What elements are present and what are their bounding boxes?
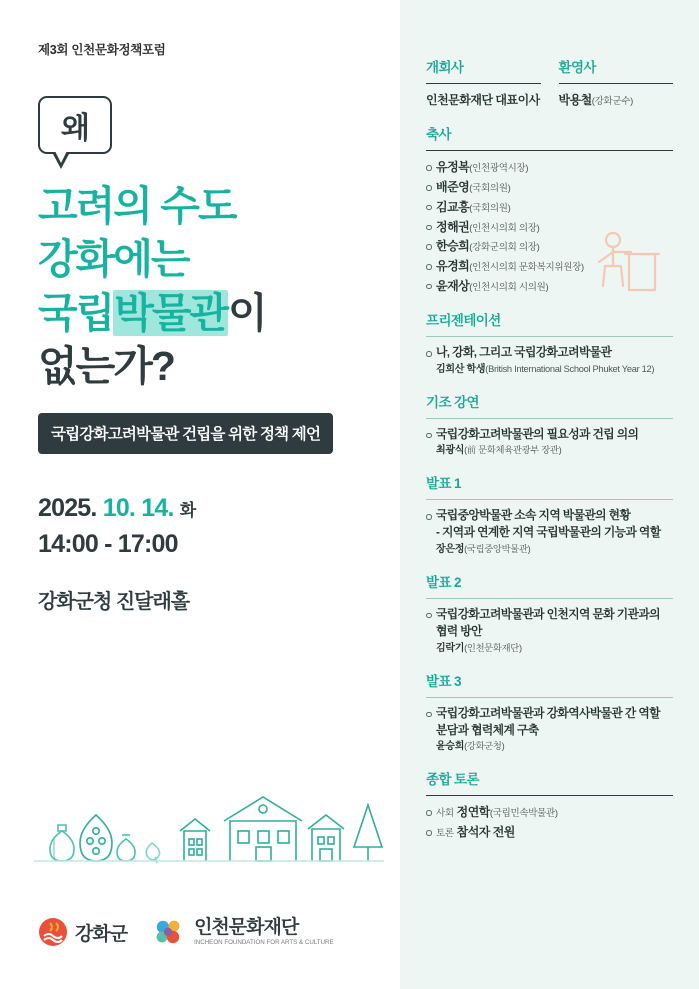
opening-welcome-row <box>426 56 673 109</box>
congrats-name: 유정복 <box>436 160 470 175</box>
divider <box>426 83 541 84</box>
headline-line-3-b: 박물관 <box>114 289 228 336</box>
list-item <box>426 507 673 541</box>
presentation-heading: 프리젠테이션 <box>426 313 501 328</box>
divider <box>426 697 673 698</box>
session3-block <box>426 670 673 755</box>
session1-speaker: 장은정 <box>436 543 465 555</box>
session3-title-line1: 국립강화고려박물관과 강화역사박물관 간 역할 <box>436 705 660 720</box>
list-item <box>426 277 673 295</box>
list-item <box>426 178 673 196</box>
session1-title-line2: - 지역과 연계한 지역 국립박물관의 기능과 역할 <box>436 525 661 540</box>
list-item: 나, 강화, 그리고 국립강화고려박물관 <box>426 344 673 361</box>
session2-speaker-row <box>426 642 673 656</box>
congrats-list <box>426 158 673 295</box>
list-item <box>426 705 673 739</box>
logo-ganghwa <box>38 917 127 947</box>
event-datetime <box>38 490 400 563</box>
welcome-person <box>559 91 674 109</box>
congrats-role: (국회의원) <box>469 202 511 214</box>
presentation-list <box>426 344 673 361</box>
congrats-role: (인천광역시장) <box>469 163 529 175</box>
opening-heading: 개회사 <box>426 60 464 75</box>
headline-line-3-c: 이 <box>228 289 266 336</box>
session3-title-line2: 분담과 협력체계 구축 <box>436 722 539 737</box>
presentation-speaker-row <box>426 363 673 377</box>
session2-speaker: 김락기 <box>436 642 465 654</box>
congrats-role: (국회의원) <box>469 183 511 194</box>
congrats-block <box>426 123 673 295</box>
session2-title-line2: 협력 방안 <box>436 623 482 638</box>
congrats-role: (인천시의회 문화복지위원장) <box>469 262 584 273</box>
date-month: 10. <box>102 494 136 523</box>
presentation-speaker: 김희산 학생 <box>436 363 486 375</box>
list-item <box>426 158 673 176</box>
panel-name: 참석자 전원 <box>456 825 515 839</box>
panel-label: 토론 <box>436 828 454 839</box>
headline-line-3-a: 국립 <box>38 289 114 336</box>
date-year: 2025. <box>38 494 97 523</box>
discussion-list <box>426 803 673 841</box>
session2-title-line1: 국립강화고려박물관과 인천지역 문화 기관과의 <box>436 606 660 621</box>
session3-speaker-row <box>426 740 673 754</box>
event-time: 14:00 - 17:00 <box>38 530 178 559</box>
bubble-tail-inner-icon <box>55 151 67 163</box>
congrats-name: 한승희 <box>436 239 470 254</box>
opening-block <box>426 56 541 109</box>
session3-heading: 발표 3 <box>426 673 461 689</box>
congrats-name: 정해권 <box>436 219 470 234</box>
divider <box>426 150 673 151</box>
session2-list <box>426 606 673 640</box>
ganghwa-emblem-icon <box>38 917 68 947</box>
divider <box>426 336 673 337</box>
session3-affiliation: (강화군청) <box>464 741 505 752</box>
list-item <box>426 803 673 821</box>
session2-affiliation: (인천문화재단) <box>464 642 522 653</box>
headline-line-3 <box>38 287 400 340</box>
congrats-role: (인천시의회 의장) <box>469 222 540 234</box>
page-title <box>38 180 400 393</box>
opening-name: 인천문화재단 대표이사 <box>426 93 540 107</box>
headline-line-2: 강화에는 <box>38 236 189 283</box>
session1-list <box>426 507 673 541</box>
bubble-text: 왜 <box>61 112 89 145</box>
presentation-block <box>426 309 673 377</box>
event-venue: 강화군청 진달래홀 <box>38 590 190 613</box>
forum-label: 제3회 인천문화정책포럼 <box>38 43 166 57</box>
welcome-heading: 환영사 <box>558 60 596 75</box>
moderator-name: 정연학 <box>456 805 490 820</box>
keynote-speaker-row <box>426 444 673 458</box>
moderator-affiliation: (국립민속박물관) <box>489 808 558 820</box>
keynote-affiliation: (前 문화체육관광부 장관) <box>464 445 562 456</box>
headline-line-1: 고려의 수도 <box>38 183 236 229</box>
presentation-affiliation: (British International School Phuket Year 12) <box>485 363 655 374</box>
list-item <box>426 218 673 236</box>
incheon-foundation-emblem-icon <box>153 917 187 947</box>
divider <box>426 598 673 599</box>
congrats-name: 윤재상 <box>436 278 470 293</box>
subtitle-banner: 국립강화고려박물관 건립을 위한 정책 제언 <box>38 413 333 454</box>
session1-affiliation: (국립중앙박물관) <box>464 543 531 554</box>
headline-line-4: 없는가? <box>38 342 174 389</box>
moderator-label: 사회 <box>436 808 454 820</box>
program-panel <box>400 0 699 989</box>
congrats-role: (인천시의회 시의원) <box>469 281 549 293</box>
congrats-role: (강화군의회 의장) <box>469 242 540 254</box>
discussion-block <box>426 768 673 841</box>
keynote-list <box>426 426 673 443</box>
divider <box>426 795 673 796</box>
list-item <box>426 237 673 255</box>
logo-incheon-label: 인천문화재단 <box>194 916 299 938</box>
congrats-name: 배준영 <box>436 180 470 194</box>
divider <box>426 499 673 500</box>
welcome-block <box>559 56 674 109</box>
congrats-name: 유경희 <box>436 259 470 273</box>
list-item <box>426 257 673 275</box>
date-weekday: 화 <box>179 501 196 521</box>
congrats-heading: 축사 <box>426 127 451 143</box>
logo-row <box>38 917 334 947</box>
speech-bubble <box>38 96 112 154</box>
logo-ganghwa-label: 강화군 <box>75 923 128 945</box>
session3-list <box>426 705 673 739</box>
session2-block <box>426 571 673 656</box>
divider <box>426 418 673 419</box>
session3-speaker: 윤승희 <box>436 741 465 753</box>
list-item <box>426 198 673 216</box>
list-item <box>426 823 673 841</box>
discussion-heading: 종합 토론 <box>426 772 479 788</box>
session1-heading: 발표 1 <box>426 476 461 492</box>
session1-speaker-row <box>426 543 673 557</box>
keynote-heading: 기조 강연 <box>426 394 479 410</box>
town-illustration <box>34 739 384 869</box>
date-day: 14. <box>141 494 174 523</box>
session1-title-line1: 국립중앙박물관 소속 지역 박물관의 현황 <box>436 508 631 523</box>
keynote-block <box>426 391 673 459</box>
session1-block <box>426 472 673 557</box>
welcome-name: 박용철 <box>558 93 592 107</box>
logo-incheon-foundation <box>153 917 334 947</box>
welcome-role: (강화군수) <box>591 96 634 107</box>
logo-incheon-sublabel: INCHEON FOUNDATION FOR ARTS & CULTURE <box>194 938 334 946</box>
list-item <box>426 606 673 640</box>
session2-heading: 발표 2 <box>426 574 461 590</box>
divider <box>559 83 674 84</box>
keynote-speaker: 최광식 <box>436 445 465 457</box>
congrats-name: 김교흥 <box>436 199 470 214</box>
list-item: 국립강화고려박물관의 필요성과 건립 의의 <box>426 426 673 443</box>
